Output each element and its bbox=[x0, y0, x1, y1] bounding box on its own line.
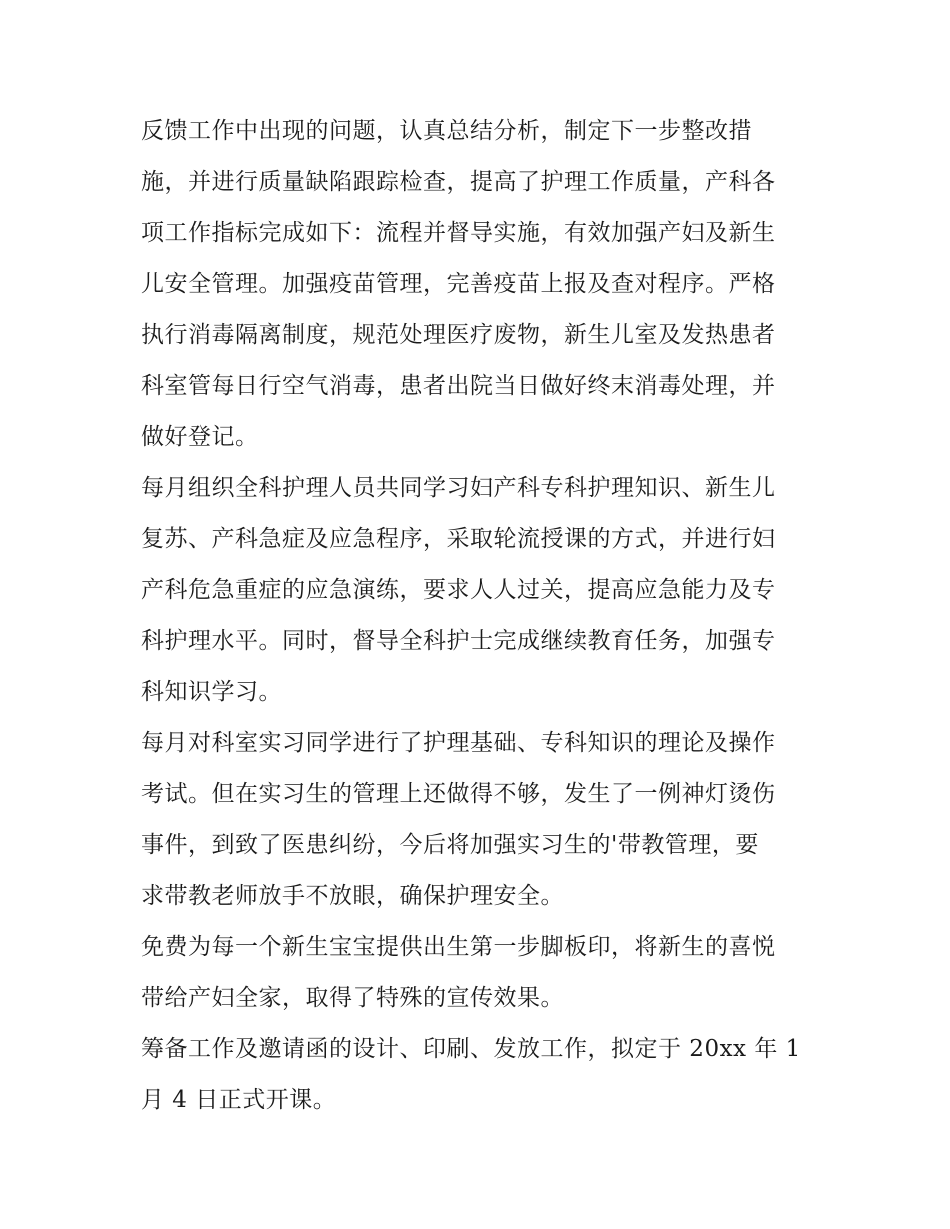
text-line: 每月对科室实习同学进行了护理基础、专科知识的理论及操作 bbox=[141, 730, 776, 756]
text-line: 带给产妇全家，取得了特殊的宣传效果。 bbox=[141, 985, 564, 1011]
document-body bbox=[141, 106, 821, 1126]
text-line: 科室管每日行空气消毒，患者出院当日做好终末消毒处理，并 bbox=[141, 373, 776, 399]
text-line: 施，并进行质量缺陷跟踪检查，提高了护理工作质量，产科各 bbox=[141, 169, 776, 195]
text-line: 科护理水平。同时，督导全科护士完成继续教育任务，加强专 bbox=[141, 628, 776, 654]
paragraph-preparation bbox=[141, 1024, 821, 1126]
text-line: 月 4 日正式开课。 bbox=[141, 1087, 337, 1113]
text-line: 项工作指标完成如下：流程并督导实施，有效加强产妇及新生 bbox=[141, 220, 776, 246]
text-line: 儿安全管理。加强疫苗管理，完善疫苗上报及查对程序。严格 bbox=[141, 271, 776, 297]
text-line: 科知识学习。 bbox=[141, 679, 282, 705]
text-line: 筹备工作及邀请函的设计、印刷、发放工作，拟定于 20xx 年 1 bbox=[141, 1036, 801, 1062]
text-line: 免费为每一个新生宝宝提供出生第一步脚板印，将新生的喜悦 bbox=[141, 934, 776, 960]
text-line: 反馈工作中出现的问题，认真总结分析，制定下一步整改措 bbox=[141, 118, 752, 144]
text-line: 事件，到致了医患纠纷，今后将加强实习生的'带教管理，要 bbox=[141, 832, 759, 858]
text-line: 求带教老师放手不放眼，确保护理安全。 bbox=[141, 883, 564, 909]
text-line: 做好登记。 bbox=[141, 424, 259, 450]
paragraph-footprint bbox=[141, 922, 821, 1024]
paragraph-quality-control bbox=[141, 106, 821, 463]
paragraph-intern-exam bbox=[141, 718, 821, 922]
text-line: 考试。但在实习生的管理上还做得不够，发生了一例神灯烫伤 bbox=[141, 781, 776, 807]
text-line: 产科危急重症的应急演练，要求人人过关，提高应急能力及专 bbox=[141, 577, 776, 603]
text-line: 每月组织全科护理人员共同学习妇产科专科护理知识、新生儿 bbox=[141, 475, 776, 501]
paragraph-training bbox=[141, 463, 821, 718]
text-line: 复苏、产科急症及应急程序，采取轮流授课的方式，并进行妇 bbox=[141, 526, 776, 552]
text-line: 执行消毒隔离制度，规范处理医疗废物，新生儿室及发热患者 bbox=[141, 322, 776, 348]
